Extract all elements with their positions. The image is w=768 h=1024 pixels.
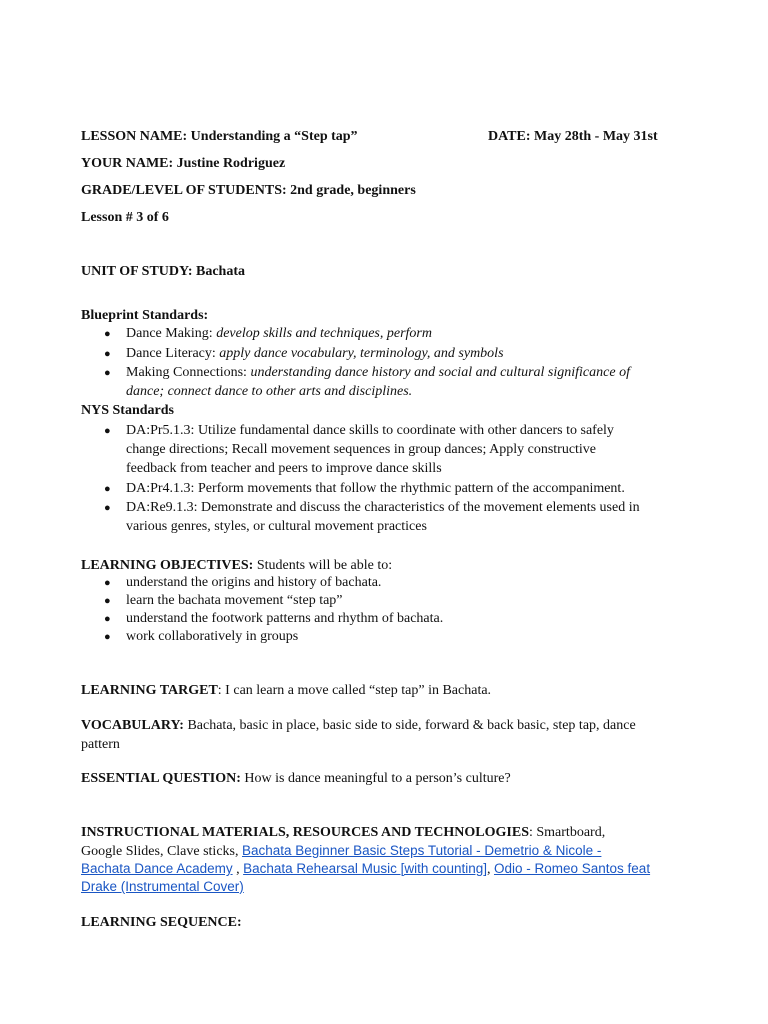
blueprint-item [126,364,630,382]
nys-item-line: DA:Re9.1.3: Demonstrate and discuss the characteristics of the movement elements used in [126,500,640,515]
learning-sequence-heading: LEARNING SEQUENCE: [81,915,242,930]
unit-of-study: UNIT OF STUDY: Bachata [81,264,246,279]
lesson-date: DATE: May 28th - May 31st [488,129,658,144]
bullet-icon: ● [104,367,111,379]
vocabulary-text: Bachata, basic in place, basic side to side, forward & back basic, step tap, dance [183,718,636,733]
nys-heading: NYS Standards [81,403,174,418]
materials-text: Google Slides, Clave sticks, [81,844,242,859]
question-heading: ESSENTIAL QUESTION: [81,771,241,786]
learning-target [81,682,491,700]
blueprint-item-detail: apply dance vocabulary, terminology, and symbols [219,346,504,361]
nys-item-line: DA:Pr4.1.3: Perform movements that follow the rhythmic pattern of the accompaniment. [126,481,625,496]
blueprint-heading: Blueprint Standards: [81,308,209,323]
tutorial-link-cont[interactable]: Bachata Dance Academy [81,861,233,876]
bullet-icon: ● [104,631,111,643]
materials-line [81,842,601,861]
odio-instrumental-link-cont[interactable]: Drake (Instrumental Cover) [81,879,244,894]
objectives-line [81,557,392,575]
materials-heading: INSTRUCTIONAL MATERIALS, RESOURCES AND TECHNOLOGIES [81,825,529,840]
materials-text: : Smartboard, [528,825,606,840]
objective-item: learn the bachata movement “step tap” [126,593,343,608]
bullet-icon: ● [104,502,111,514]
nys-item-line: DA:Pr5.1.3: Utilize fundamental dance skills to coordinate with other dancers to safely [126,423,614,438]
blueprint-item-detail-cont: dance; connect dance to other arts and disciplines. [126,384,413,399]
rehearsal-music-link[interactable]: Bachata Rehearsal Music [with counting] [243,861,487,876]
author-name: YOUR NAME: Justine Rodriguez [81,156,286,171]
tutorial-link[interactable]: Bachata Beginner Basic Steps Tutorial - Demetrio & Nicole - [242,843,602,858]
objective-item: understand the footwork patterns and rhythm of bachata. [126,611,444,626]
bullet-icon: ● [104,595,111,607]
grade-level: GRADE/LEVEL OF STUDENTS: 2nd grade, beginners [81,183,416,198]
blueprint-item-label: Dance Literacy: [126,346,220,361]
blueprint-item-label: Making Connections: [126,365,251,380]
bullet-icon: ● [104,348,111,360]
blueprint-item [126,325,432,343]
vocabulary-text-cont: pattern [81,737,120,752]
nys-item-line: various genres, styles, or cultural movement practices [126,519,427,534]
blueprint-item-detail: develop skills and techniques, perform [216,326,432,341]
lesson-name: LESSON NAME: Understanding a “Step tap” [81,129,358,144]
bullet-icon: ● [104,328,111,340]
blueprint-item-detail: understanding dance history and social and cultural significance of [250,365,630,380]
bullet-icon: ● [104,577,111,589]
materials-line [81,824,605,842]
blueprint-item-label: Dance Making: [126,326,217,341]
blueprint-item [126,345,504,363]
materials-line [81,860,650,879]
objective-item: work collaboratively in groups [126,629,299,644]
objectives-heading: LEARNING OBJECTIVES: [81,558,254,573]
nys-item-line: feedback from teacher and peers to improve dance skills [126,461,442,476]
essential-question [81,770,511,788]
bullet-icon: ● [104,483,111,495]
vocabulary [81,717,636,735]
target-heading: LEARNING TARGET [81,683,218,698]
question-text: How is dance meaningful to a person’s culture? [240,771,511,786]
vocabulary-heading: VOCABULARY: [81,718,184,733]
bullet-icon: ● [104,613,111,625]
link-separator: , [486,862,494,877]
objective-item: understand the origins and history of bachata. [126,575,382,590]
lesson-number: Lesson # 3 of 6 [81,210,169,225]
bullet-icon: ● [104,425,111,437]
odio-instrumental-link[interactable]: Odio - Romeo Santos feat [493,861,651,876]
materials-line [81,878,244,897]
link-separator: , [232,862,244,877]
nys-item-line: change directions; Recall movement sequences in group dances; Apply constructive [126,442,597,457]
target-text: : I can learn a move called “step tap” in Bachata. [217,683,492,698]
objectives-intro: Students will be able to: [253,558,393,573]
